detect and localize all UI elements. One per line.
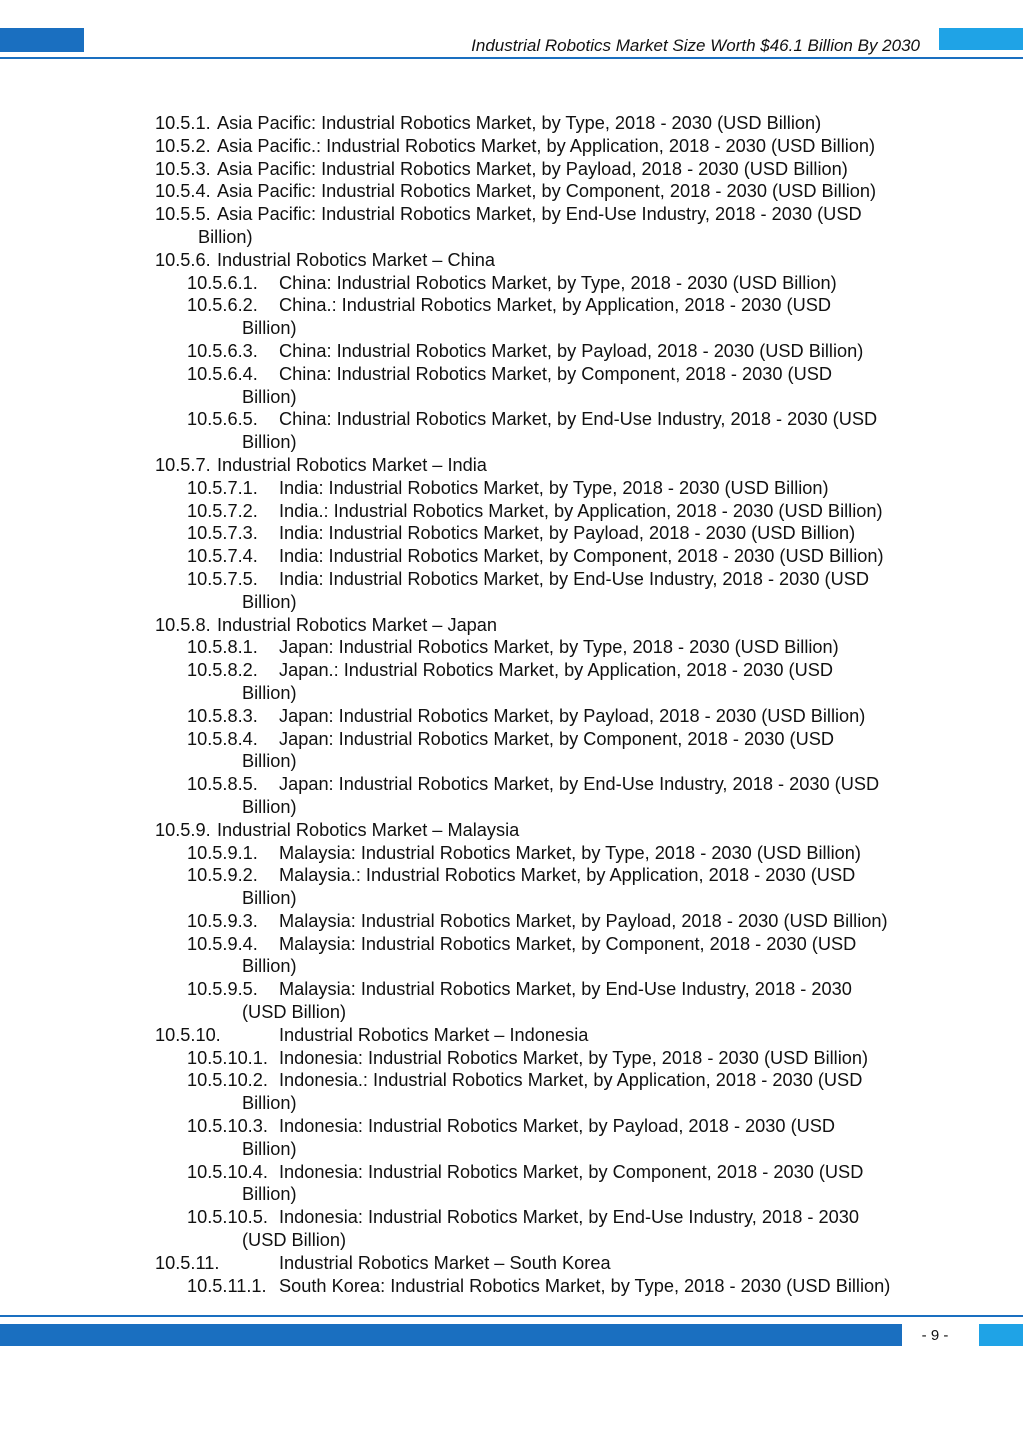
- toc-entry-title: Asia Pacific: Industrial Robotics Market, by End-Use Industry, 2018 - 2030 (USD: [217, 204, 862, 225]
- toc-subsection-entry: [155, 294, 930, 317]
- toc-entry-continuation: Billion): [242, 591, 297, 612]
- toc-entry-continuation: (USD Billion): [242, 1230, 347, 1251]
- toc-entry-title: Asia Pacific: Industrial Robotics Market, by Type, 2018 - 2030 (USD Billion): [217, 113, 822, 133]
- toc-entry-number: 10.5.9.4.: [187, 933, 258, 954]
- toc-entry-continuation: Billion): [242, 1093, 297, 1114]
- toc-subsection-entry: [155, 1115, 930, 1138]
- toc-entry-number: 10.5.6.3.: [187, 340, 258, 361]
- toc-entry-continuation: Billion): [242, 1184, 297, 1205]
- toc-subsection-entry: [155, 1161, 930, 1184]
- toc-entry-number: 10.5.6.: [155, 249, 211, 270]
- toc-entry-number: 10.5.4.: [155, 181, 211, 202]
- toc-entry-title: China: Industrial Robotics Market, by End-Use Industry, 2018 - 2030 (USD: [279, 409, 878, 430]
- toc-entry-title: India: Industrial Robotics Market, by Component, 2018 - 2030 (USD Billion): [279, 546, 884, 567]
- toc-section-entry: [155, 614, 930, 637]
- header-divider: [0, 57, 1023, 59]
- toc-entry-title: Indonesia: Industrial Robotics Market, by Type, 2018 - 2030 (USD Billion): [279, 1047, 869, 1068]
- toc-subsection-entry: [155, 363, 930, 386]
- toc-entry-title: Indonesia: Industrial Robotics Market, by Component, 2018 - 2030 (USD: [279, 1161, 864, 1182]
- toc-entry-title: Malaysia: Industrial Robotics Market, by Payload, 2018 - 2030 (USD Billion): [279, 910, 888, 931]
- toc-entry-number: 10.5.10.5.: [187, 1207, 268, 1228]
- toc-entry-title: China.: Industrial Robotics Market, by Application, 2018 - 2030 (USD: [279, 295, 831, 316]
- toc-entry-number: 10.5.9.1.: [187, 842, 258, 863]
- toc-entry-title: Malaysia: Industrial Robotics Market, by Type, 2018 - 2030 (USD Billion): [279, 842, 861, 863]
- toc-subsection-entry: [155, 1206, 930, 1229]
- toc-entry-number: 10.5.9.5.: [187, 979, 258, 1000]
- toc-section-entry: [155, 203, 930, 226]
- footer-accent-bar: [0, 1324, 902, 1346]
- toc-entry-number: 10.5.2.: [155, 135, 211, 156]
- toc-entry-title: Asia Pacific.: Industrial Robotics Market, by Application, 2018 - 2030 (USD Billion): [217, 135, 876, 156]
- toc-entry-title: Malaysia: Industrial Robotics Market, by End-Use Industry, 2018 - 2030: [279, 979, 852, 1000]
- toc-entry-continuation: Billion): [198, 226, 253, 247]
- toc-section-entry: [155, 1024, 930, 1047]
- toc-subsection-entry: [155, 864, 930, 887]
- toc-entry-continuation: Billion): [242, 432, 297, 453]
- toc-subsection-entry: [155, 728, 930, 751]
- toc-entry-number: 10.5.9.2.: [187, 865, 258, 886]
- toc-entry-title: Japan: Industrial Robotics Market, by Type, 2018 - 2030 (USD Billion): [279, 637, 839, 658]
- toc-subsection-entry: [155, 659, 930, 682]
- toc-subsection-entry: [155, 545, 930, 568]
- header-accent-block-left: [0, 28, 84, 52]
- toc-entry-title: Industrial Robotics Market – Japan: [217, 614, 498, 635]
- toc-entry-title: Indonesia: Industrial Robotics Market, by Payload, 2018 - 2030 (USD: [279, 1116, 836, 1137]
- toc-section-entry: [155, 135, 930, 158]
- toc-subsection-entry: [155, 568, 930, 591]
- toc-entry-title: Asia Pacific: Industrial Robotics Market, by Payload, 2018 - 2030 (USD Billion): [217, 158, 848, 179]
- toc-entry-continuation: Billion): [242, 318, 297, 339]
- toc-subsection-entry: [155, 773, 930, 796]
- toc-subsection-entry: [155, 340, 930, 363]
- table-of-contents: [155, 112, 930, 1297]
- toc-subsection-entry: [155, 933, 930, 956]
- toc-entry-continuation: Billion): [242, 682, 297, 703]
- toc-entry-number: 10.5.10.3.: [187, 1116, 268, 1137]
- header-title: Industrial Robotics Market Size Worth $46.1 Billion By 2030: [471, 36, 920, 55]
- toc-entry-number: 10.5.10.2.: [187, 1070, 268, 1091]
- toc-entry-number: 10.5.7.3.: [187, 523, 258, 544]
- toc-entry-number: 10.5.10.: [155, 1024, 221, 1045]
- toc-entry-continuation: Billion): [242, 751, 297, 772]
- toc-entry-number: 10.5.1.: [155, 113, 211, 133]
- toc-entry-number: 10.5.9.3.: [187, 910, 258, 931]
- toc-entry-number: 10.5.8.: [155, 614, 211, 635]
- toc-entry-title: Japan: Industrial Robotics Market, by End-Use Industry, 2018 - 2030 (USD: [279, 774, 880, 795]
- toc-subsection-entry: [155, 522, 930, 545]
- toc-entry-continuation: (USD Billion): [242, 1002, 347, 1023]
- toc-entry-number: 10.5.8.3.: [187, 705, 258, 726]
- toc-entry-number: 10.5.3.: [155, 158, 211, 179]
- toc-entry-continuation: Billion): [242, 956, 297, 977]
- toc-subsection-entry: [155, 705, 930, 728]
- toc-entry-title: India: Industrial Robotics Market, by Type, 2018 - 2030 (USD Billion): [279, 477, 829, 498]
- toc-entry-number: 10.5.7.: [155, 454, 211, 475]
- toc-entry-title: Japan: Industrial Robotics Market, by Payload, 2018 - 2030 (USD Billion): [279, 705, 866, 726]
- toc-entry-number: 10.5.6.1.: [187, 272, 258, 293]
- toc-entry-continuation: Billion): [242, 796, 297, 817]
- toc-entry-title: China: Industrial Robotics Market, by Payload, 2018 - 2030 (USD Billion): [279, 340, 864, 361]
- toc-subsection-entry: [155, 978, 930, 1001]
- toc-entry-number: 10.5.6.5.: [187, 409, 258, 430]
- toc-entry-title: Asia Pacific: Industrial Robotics Market, by Component, 2018 - 2030 (USD Billion): [217, 181, 877, 202]
- toc-subsection-entry: [155, 842, 930, 865]
- toc-section-entry: [155, 454, 930, 477]
- toc-entry-number: 10.5.6.2.: [187, 295, 258, 316]
- footer-divider: [0, 1315, 1023, 1317]
- toc-entry-title: Industrial Robotics Market – Malaysia: [217, 819, 520, 840]
- toc-entry-continuation: Billion): [242, 888, 297, 909]
- toc-entry-number: 10.5.10.4.: [187, 1161, 268, 1182]
- toc-entry-title: Japan: Industrial Robotics Market, by Component, 2018 - 2030 (USD: [279, 728, 835, 749]
- toc-entry-number: 10.5.7.2.: [187, 500, 258, 521]
- toc-entry-number: 10.5.8.1.: [187, 637, 258, 658]
- toc-entry-title: Industrial Robotics Market – China: [217, 249, 495, 270]
- footer-accent-block: [979, 1324, 1023, 1346]
- toc-entry-number: 10.5.8.5.: [187, 774, 258, 795]
- toc-entry-title: Indonesia: Industrial Robotics Market, by End-Use Industry, 2018 - 2030: [279, 1207, 859, 1228]
- toc-entry-title: India: Industrial Robotics Market, by End-Use Industry, 2018 - 2030 (USD: [279, 568, 870, 589]
- toc-entry-number: 10.5.11.1.: [187, 1275, 267, 1296]
- toc-entry-title: Malaysia: Industrial Robotics Market, by Component, 2018 - 2030 (USD: [279, 933, 857, 954]
- header-accent-block-right: [939, 28, 1023, 50]
- toc-entry-title: Japan.: Industrial Robotics Market, by Application, 2018 - 2030 (USD: [279, 660, 833, 681]
- toc-section-entry: [155, 249, 930, 272]
- toc-subsection-entry: [155, 477, 930, 500]
- toc-section-entry: [155, 112, 930, 135]
- toc-subsection-entry: [155, 910, 930, 933]
- toc-entry-number: 10.5.11.: [155, 1252, 220, 1273]
- toc-entry-title: Indonesia.: Industrial Robotics Market, by Application, 2018 - 2030 (USD: [279, 1070, 863, 1091]
- toc-entry-continuation: Billion): [242, 1138, 297, 1159]
- toc-entry-number: 10.5.8.2.: [187, 660, 258, 681]
- toc-entry-number: 10.5.7.5.: [187, 568, 258, 589]
- toc-entry-continuation: Billion): [242, 386, 297, 407]
- toc-entry-title: Industrial Robotics Market – India: [217, 454, 487, 475]
- toc-entry-title: China: Industrial Robotics Market, by Component, 2018 - 2030 (USD: [279, 363, 832, 384]
- toc-entry-number: 10.5.6.4.: [187, 363, 258, 384]
- toc-subsection-entry: [155, 1047, 930, 1070]
- toc-subsection-entry: [155, 408, 930, 431]
- toc-subsection-entry: [155, 1069, 930, 1092]
- toc-subsection-entry: [155, 636, 930, 659]
- toc-section-entry: [155, 1252, 930, 1275]
- toc-entry-title: India.: Industrial Robotics Market, by Application, 2018 - 2030 (USD Billion): [279, 500, 883, 521]
- toc-section-entry: [155, 180, 930, 203]
- toc-entry-title: India: Industrial Robotics Market, by Payload, 2018 - 2030 (USD Billion): [279, 523, 856, 544]
- toc-entry-number: 10.5.7.4.: [187, 546, 258, 567]
- toc-entry-title: South Korea: Industrial Robotics Market, by Type, 2018 - 2030 (USD Billion): [279, 1275, 891, 1296]
- toc-section-entry: [155, 819, 930, 842]
- toc-entry-title: Industrial Robotics Market – Indonesia: [279, 1024, 589, 1045]
- toc-entry-number: 10.5.5.: [155, 204, 211, 225]
- toc-section-entry: [155, 158, 930, 181]
- toc-entry-number: 10.5.7.1.: [187, 477, 258, 498]
- toc-entry-title: Malaysia.: Industrial Robotics Market, by Application, 2018 - 2030 (USD: [279, 865, 856, 886]
- toc-entry-title: Industrial Robotics Market – South Korea: [279, 1252, 611, 1273]
- toc-subsection-entry: [155, 1275, 930, 1298]
- page-number: - 9 -: [921, 1327, 949, 1344]
- toc-subsection-entry: [155, 272, 930, 295]
- toc-entry-number: 10.5.10.1.: [187, 1047, 268, 1068]
- toc-subsection-entry: [155, 500, 930, 523]
- toc-entry-title: China: Industrial Robotics Market, by Type, 2018 - 2030 (USD Billion): [279, 272, 837, 293]
- toc-entry-number: 10.5.8.4.: [187, 728, 258, 749]
- toc-entry-number: 10.5.9.: [155, 819, 211, 840]
